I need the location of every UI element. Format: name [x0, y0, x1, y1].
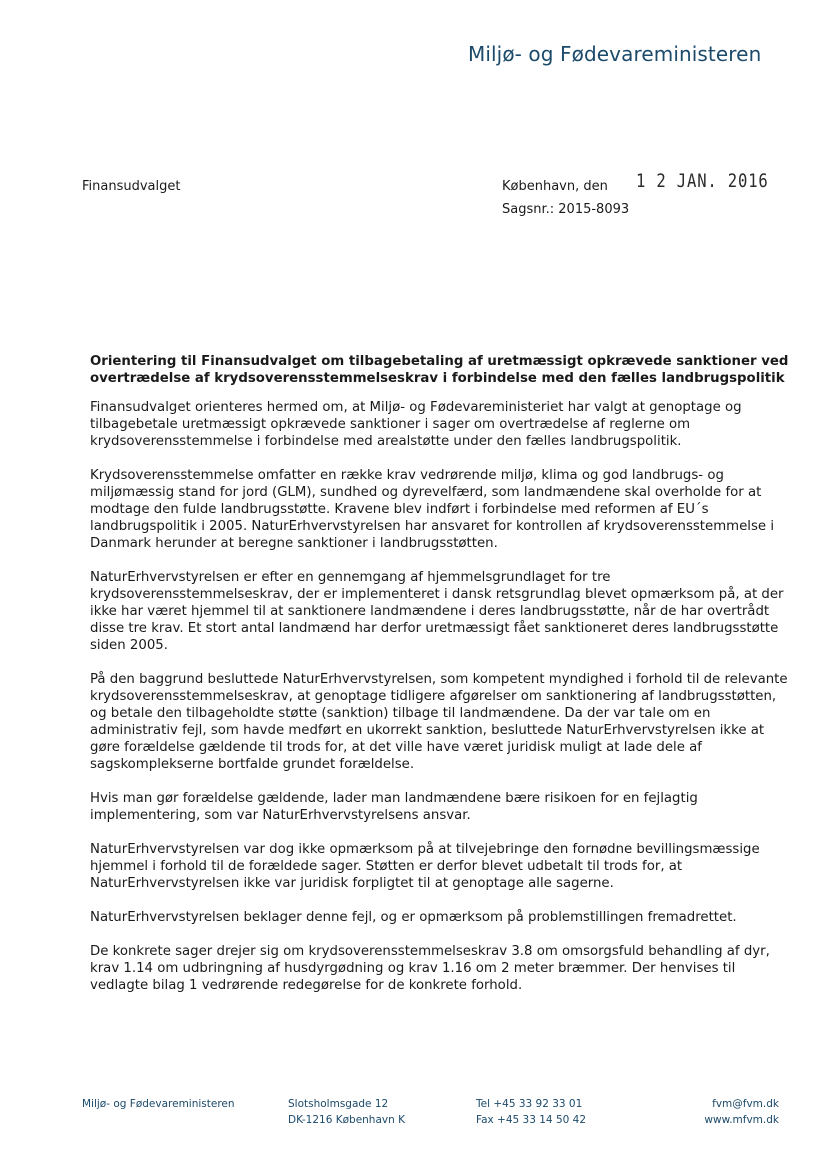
- paragraph: NaturErhvervstyrelsen er efter en gennemgang af hjemmelsgrundlaget for tre krydsoverensstemmelseskrav, der er implementeret i dansk retsgrundlag blevet opmærksom på, at der ikke har været hjemmel til at sanktionere landmændene i deres landbrugsstøtte, når de har overtrådt disse tre krav. Et stort antal landmænd har derfor uretmæssigt fået sanktioneret deres landbrugsstøtte siden 2005.: [90, 570, 784, 653]
- place-label: København, den: [502, 179, 608, 194]
- paragraph: På den baggrund besluttede NaturErhvervstyrelsen, som kompetent myndighed i forhold til de relevante krydsoverensstemmelseskrav, at genoptage tidligere afgørelser om sanktionering af landbrugsstøtten, og betale den tilbageholdte støtte (sanktion) tilbage til landmændene. Da der var tale om en administrativ fejl, som havde medført en ukorrekt sanktion, besluttede NaturErhvervstyrelsen ikke at gøre forældelse gældende til trods for, at det ville have været juridisk muligt at lade dele af sagskomplekserne bortfalde grundet forældelse.: [90, 672, 788, 772]
- paragraph: NaturErhvervstyrelsen beklager denne fejl, og er opmærksom på problemstillingen fremadrettet.: [90, 910, 737, 925]
- footer-web: www.mfvm.dk: [704, 1114, 779, 1126]
- paragraph: Finansudvalget orienteres hermed om, at Miljø- og Fødevareministeriet har valgt at genoptage og tilbagebetale uretmæssigt opkrævede sanktioner i sager om overtrædelse af reglerne om krydsoverensstemmelse i forbindelse med arealstøtte under den fælles landbrugspolitik.: [90, 400, 742, 449]
- footer-ministry: [82, 1096, 235, 1112]
- paragraph: De konkrete sager drejer sig om krydsoverensstemmelseskrav 3.8 om omsorgsfuld behandling af dyr, krav 1.14 om udbringning af husdyrgødning og krav 1.16 om 2 meter bræmmer. Der henvises til vedlagte bilag 1 vedrørende redegørelse for de konkrete forhold.: [90, 944, 770, 993]
- footer-address: [288, 1096, 405, 1128]
- paragraph: Hvis man gør forældelse gældende, lader man landmændene bære risikoen for en fejlagtig implementering, som var NaturErhvervstyrelsens ansvar.: [90, 791, 698, 823]
- recipient: Finansudvalget: [82, 179, 181, 194]
- letter-body: [90, 353, 790, 1011]
- footer-city: DK-1216 København K: [288, 1114, 405, 1126]
- footer-street: Slotsholmsgade 12: [288, 1098, 389, 1110]
- footer-contact: [704, 1096, 779, 1128]
- paragraph: Krydsoverensstemmelse omfatter en række krav vedrørende miljø, klima og god landbrugs- og miljømæssig stand for jord (GLM), sundhed og dyrevelfærd, som landmændene skal overholde for at modtage den fulde landbrugsstøtte. Kravene blev indført i forbindelse med reformen af EU´s landbrugspolitik i 2005. NaturErhvervstyrelsen har ansvaret for kontrollen af krydsoverensstemmelse i Danmark herunder at beregne sanktioner i landbrugsstøtten.: [90, 468, 775, 551]
- footer-fax: Fax +45 33 14 50 42: [476, 1114, 587, 1126]
- footer-email: fvm@fvm.dk: [712, 1098, 779, 1110]
- paragraph: NaturErhvervstyrelsen var dog ikke opmærksom på at tilvejebringe den fornødne bevillingsmæssige hjemmel i forhold til de forældede sager. Støtten er derfor blevet udbetalt til trods for, at NaturErhvervstyrelsen ikke var juridisk forpligtet til at genoptage alle sagerne.: [90, 842, 760, 891]
- date-stamp: 1 2 JAN. 2016: [636, 170, 769, 192]
- case-number: Sagsnr.: 2015-8093: [502, 202, 630, 217]
- footer-phone: [476, 1096, 586, 1128]
- footer-ministry-name: Miljø- og Fødevareministeren: [82, 1098, 235, 1110]
- footer-tel: Tel +45 33 92 33 01: [476, 1098, 583, 1110]
- ministry-logo-text: Miljø- og Fødevareministeren: [468, 42, 762, 66]
- letter-title: Orientering til Finansudvalget om tilbagebetaling af uretmæssigt opkrævede sanktioner ved overtrædelse af krydsoverensstemmelseskrav i forbindelse med den fælles landbrugspolitik: [90, 354, 789, 386]
